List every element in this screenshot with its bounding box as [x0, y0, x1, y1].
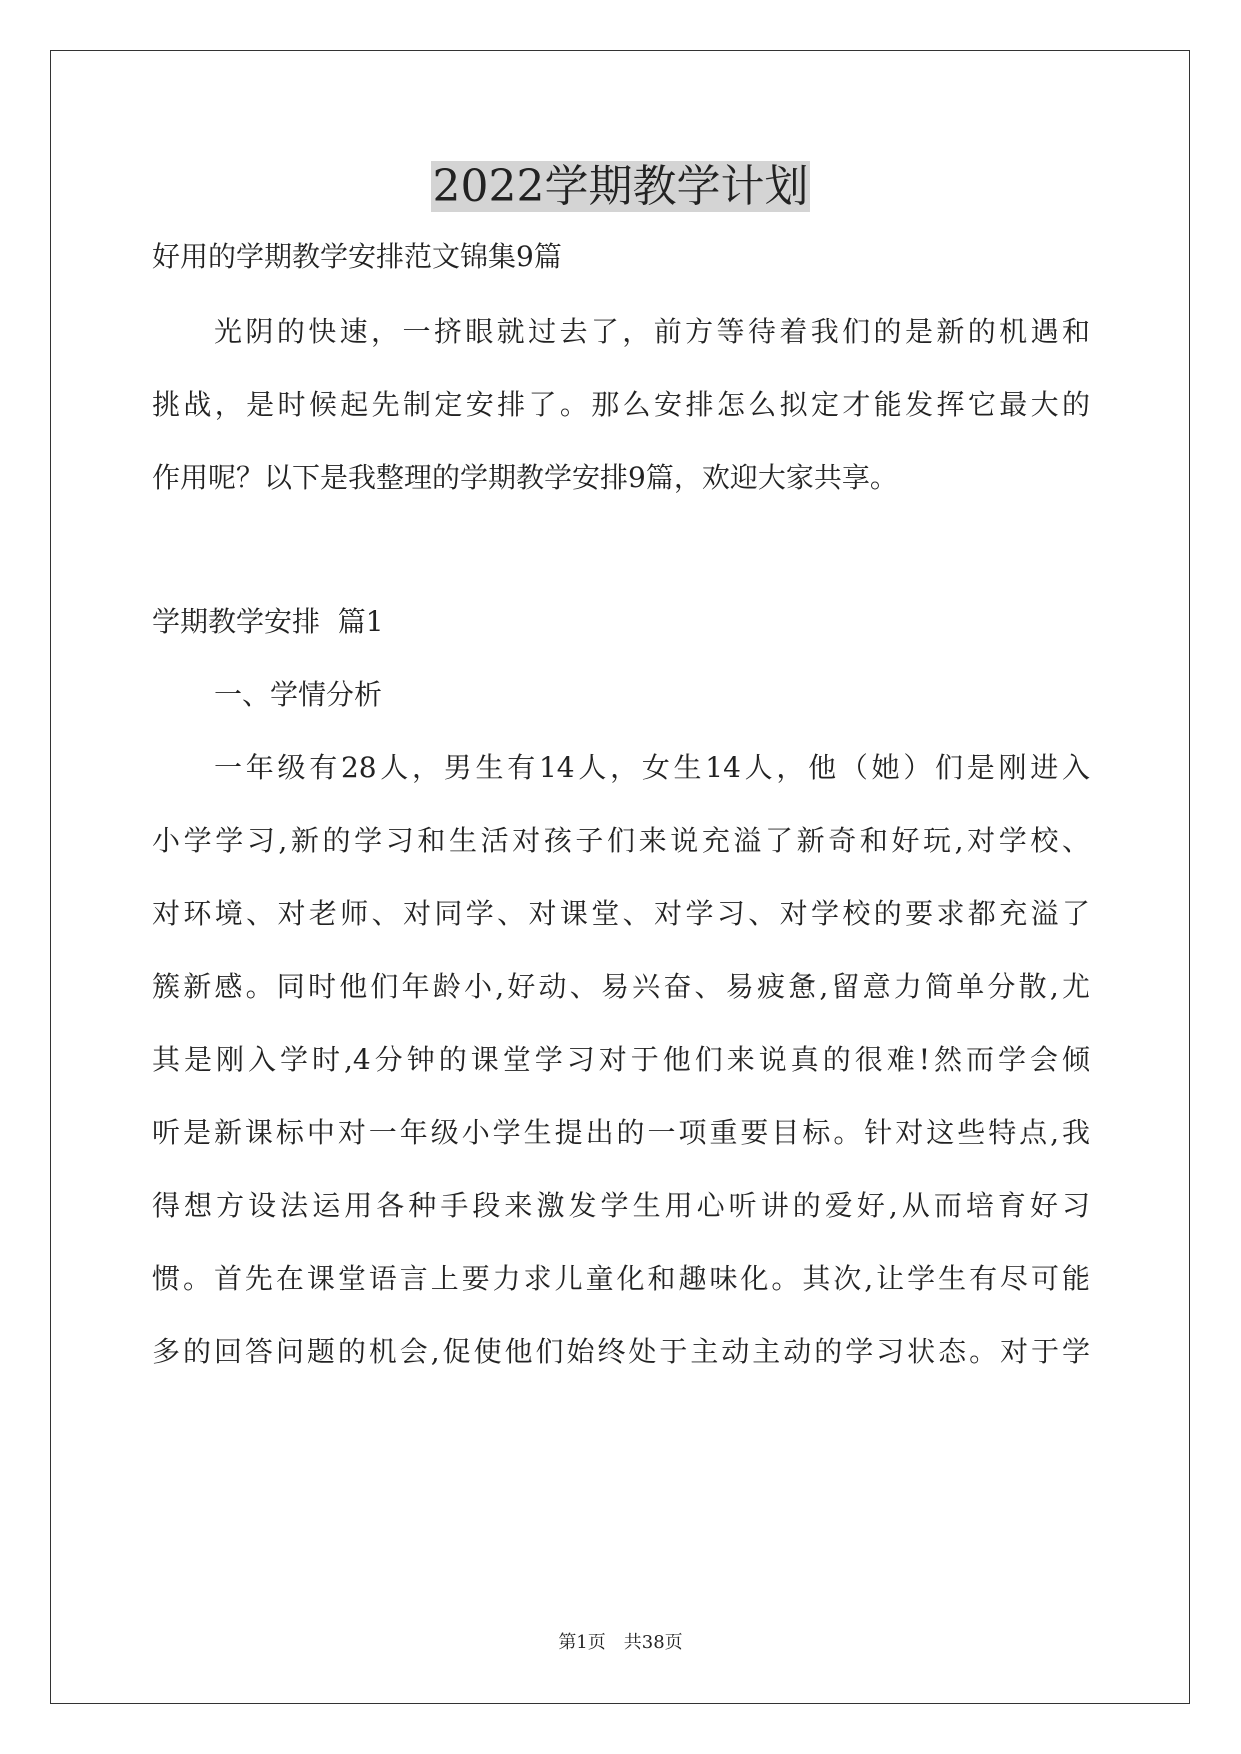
body-line: 多的回答问题的机会,促使他们始终处于主动主动的学习状态。对于学	[152, 1335, 1090, 1368]
page-number: 第1页	[558, 1632, 606, 1653]
page-border	[50, 50, 1190, 1704]
document-title-text: 2022学期教学计划	[432, 161, 809, 212]
document-subtitle: 好用的学期教学安排范文锦集9篇	[152, 240, 562, 273]
body-line: 簇新感。同时他们年龄小,好动、易兴奋、易疲惫,留意力简单分散,尤	[152, 970, 1090, 1003]
intro-line: 作用呢？以下是我整理的学期教学安排9篇，欢迎大家共享。	[152, 461, 898, 494]
page-footer	[0, 1631, 1241, 1655]
intro-line: 挑战，是时候起先制定安排了。那么安排怎么拟定才能发挥它最大的	[152, 388, 1090, 421]
body-line: 对环境、对老师、对同学、对课堂、对学习、对学校的要求都充溢了	[152, 897, 1090, 930]
body-line: 听是新课标中对一年级小学生提出的一项重要目标。针对这些特点,我	[152, 1116, 1090, 1149]
document-title	[0, 158, 1241, 216]
body-line: 一年级有28人，男生有14人，女生14人，他（她）们是刚进入	[214, 751, 1090, 784]
subsection-heading: 一、学情分析	[214, 678, 383, 711]
section-heading: 学期教学安排 篇1	[152, 605, 384, 638]
body-line: 得想方设法运用各种手段来激发学生用心听讲的爱好,从而培育好习	[152, 1189, 1090, 1222]
body-line: 其是刚入学时,4分钟的课堂学习对于他们来说真的很难!然而学会倾	[152, 1043, 1090, 1076]
intro-line: 光阴的快速，一挤眼就过去了，前方等待着我们的是新的机遇和	[214, 315, 1090, 348]
page-total: 共38页	[623, 1632, 683, 1653]
body-line: 小学学习,新的学习和生活对孩子们来说充溢了新奇和好玩,对学校、	[152, 824, 1090, 857]
body-line: 惯。首先在课堂语言上要力求儿童化和趣味化。其次,让学生有尽可能	[152, 1262, 1090, 1295]
